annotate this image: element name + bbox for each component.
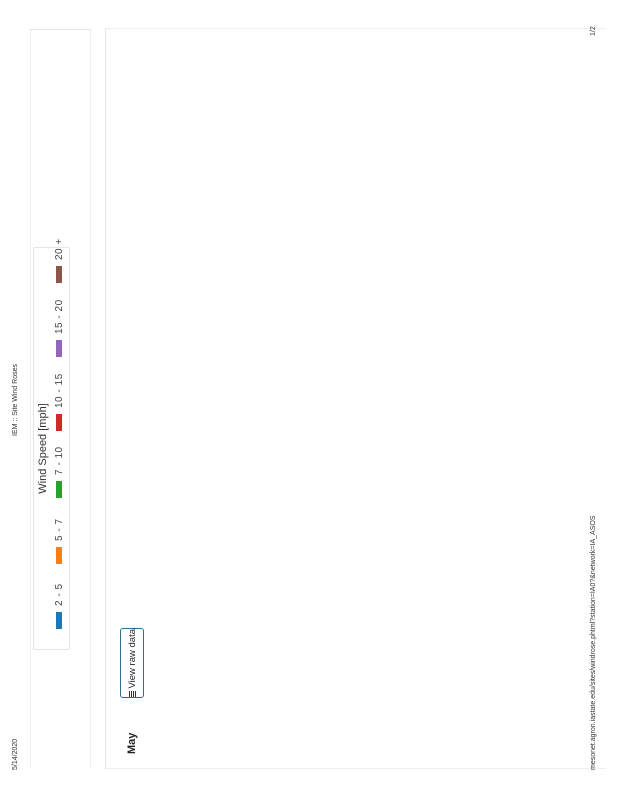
legend-swatch	[56, 547, 62, 564]
print-date: 5/14/2020	[12, 738, 19, 770]
view-raw-data-label: View raw data	[126, 629, 138, 689]
legend-label: 5 - 7	[53, 518, 65, 541]
legend-title: Wind Speed [mph]	[37, 403, 49, 494]
legend-swatch	[56, 266, 62, 283]
page-title: IEM :: Site Wind Roses	[12, 364, 19, 436]
legend-swatch	[56, 612, 62, 629]
page-number: 1/2	[590, 26, 597, 36]
legend-swatch	[56, 414, 62, 431]
page-url: mesonet.agron.iastate.edu/sites/windrose.phtml?station=IA0?&network=IA_ASOS	[590, 515, 597, 770]
content-panel	[105, 28, 606, 769]
legend-swatch	[56, 481, 62, 498]
legend-label: 15 - 20	[53, 299, 65, 334]
legend-label: 2 - 5	[53, 583, 65, 606]
legend-item-20-plus[interactable]	[53, 238, 65, 283]
legend-item-5-7[interactable]	[53, 518, 65, 564]
legend-label: 7 - 10	[53, 446, 65, 475]
legend-item-7-10[interactable]	[53, 446, 65, 498]
legend-swatch	[56, 340, 62, 357]
view-raw-data-button[interactable]	[120, 628, 144, 698]
month-heading: May	[126, 732, 138, 754]
legend-label: 20 +	[53, 238, 65, 260]
wind-speed-legend	[33, 238, 70, 650]
legend-item-10-15[interactable]	[53, 373, 65, 431]
legend-item-15-20[interactable]	[53, 299, 65, 357]
legend-item-2-5[interactable]	[53, 583, 65, 629]
legend-label: 10 - 15	[53, 373, 65, 408]
table-icon	[129, 692, 136, 698]
